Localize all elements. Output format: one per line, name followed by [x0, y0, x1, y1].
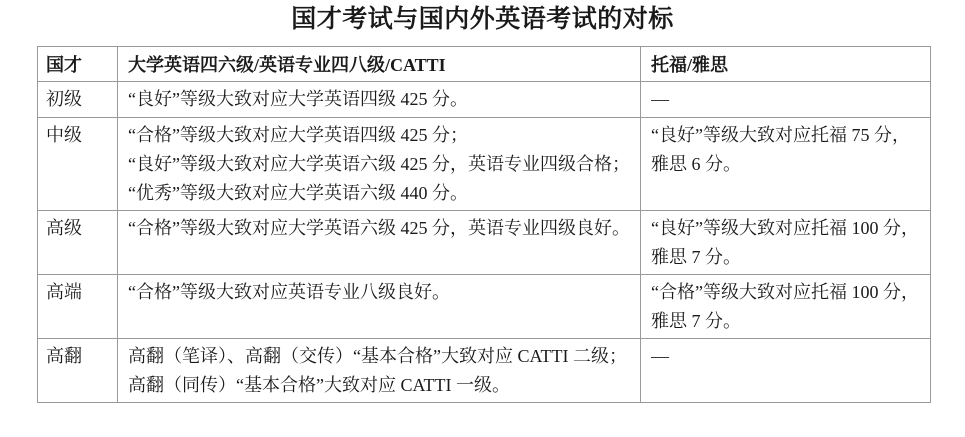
text-line: “优秀”等级大致对应大学英语六级 440 分。 — [128, 183, 468, 203]
text-line: “合格”等级大致对应大学英语六级 425 分，英语专业四级良好。 — [128, 218, 630, 238]
level-cell — [38, 339, 118, 403]
table-row — [38, 275, 931, 339]
header-row — [38, 47, 931, 82]
toefl-ielts-cell — [641, 82, 931, 118]
text-line: 雅思 6 分。 — [651, 154, 741, 174]
domestic-cell — [118, 82, 641, 118]
page-title: 国才考试与国内外英语考试的对标 — [291, 6, 674, 33]
level-label: 中级 — [46, 125, 82, 145]
header-level: 国才 — [38, 47, 118, 82]
header-domestic-exams: 大学英语四六级/英语专业四八级/CATTI — [118, 47, 641, 82]
level-cell — [38, 82, 118, 118]
text-line: “合格”等级大致对应英语专业八级良好。 — [128, 282, 450, 302]
table-row — [38, 339, 931, 403]
table-row — [38, 82, 931, 118]
document-page — [0, 6, 965, 437]
domestic-cell — [118, 211, 641, 275]
level-cell — [38, 211, 118, 275]
table-body — [38, 82, 931, 403]
text-line: 雅思 7 分。 — [651, 247, 741, 267]
comparison-table — [37, 46, 931, 403]
text-line: “合格”等级大致对应托福 100 分， — [651, 282, 919, 302]
level-cell — [38, 118, 118, 211]
toefl-ielts-cell — [641, 339, 931, 403]
toefl-ielts-cell — [641, 118, 931, 211]
toefl-ielts-cell — [641, 211, 931, 275]
text-line: “良好”等级大致对应托福 75 分， — [651, 125, 910, 145]
level-label: 初级 — [46, 89, 82, 109]
text-line: “合格”等级大致对应大学英语四级 425 分； — [128, 125, 468, 145]
text-line: “良好”等级大致对应大学英语四级 425 分。 — [128, 89, 468, 109]
text-line: “良好”等级大致对应托福 100 分， — [651, 218, 919, 238]
toefl-ielts-cell — [641, 275, 931, 339]
level-cell — [38, 275, 118, 339]
level-label: 高翻 — [46, 346, 82, 366]
text-line: — — [651, 346, 669, 366]
text-line: — — [651, 89, 669, 109]
text-line: 雅思 7 分。 — [651, 311, 741, 331]
table-row — [38, 211, 931, 275]
text-line: 高翻（同传）“基本合格”大致对应 CATTI 一级。 — [128, 375, 510, 395]
level-label: 高端 — [46, 282, 82, 302]
text-line: 高翻（笔译）、高翻（交传）“基本合格”大致对应 CATTI 二级； — [128, 346, 627, 366]
domestic-cell — [118, 275, 641, 339]
domestic-cell — [118, 118, 641, 211]
table-header — [38, 47, 931, 82]
domestic-cell — [118, 339, 641, 403]
level-label: 高级 — [46, 218, 82, 238]
table-row — [38, 118, 931, 211]
text-line: “良好”等级大致对应大学英语六级 425 分，英语专业四级合格； — [128, 154, 630, 174]
header-toefl-ielts: 托福/雅思 — [641, 47, 931, 82]
